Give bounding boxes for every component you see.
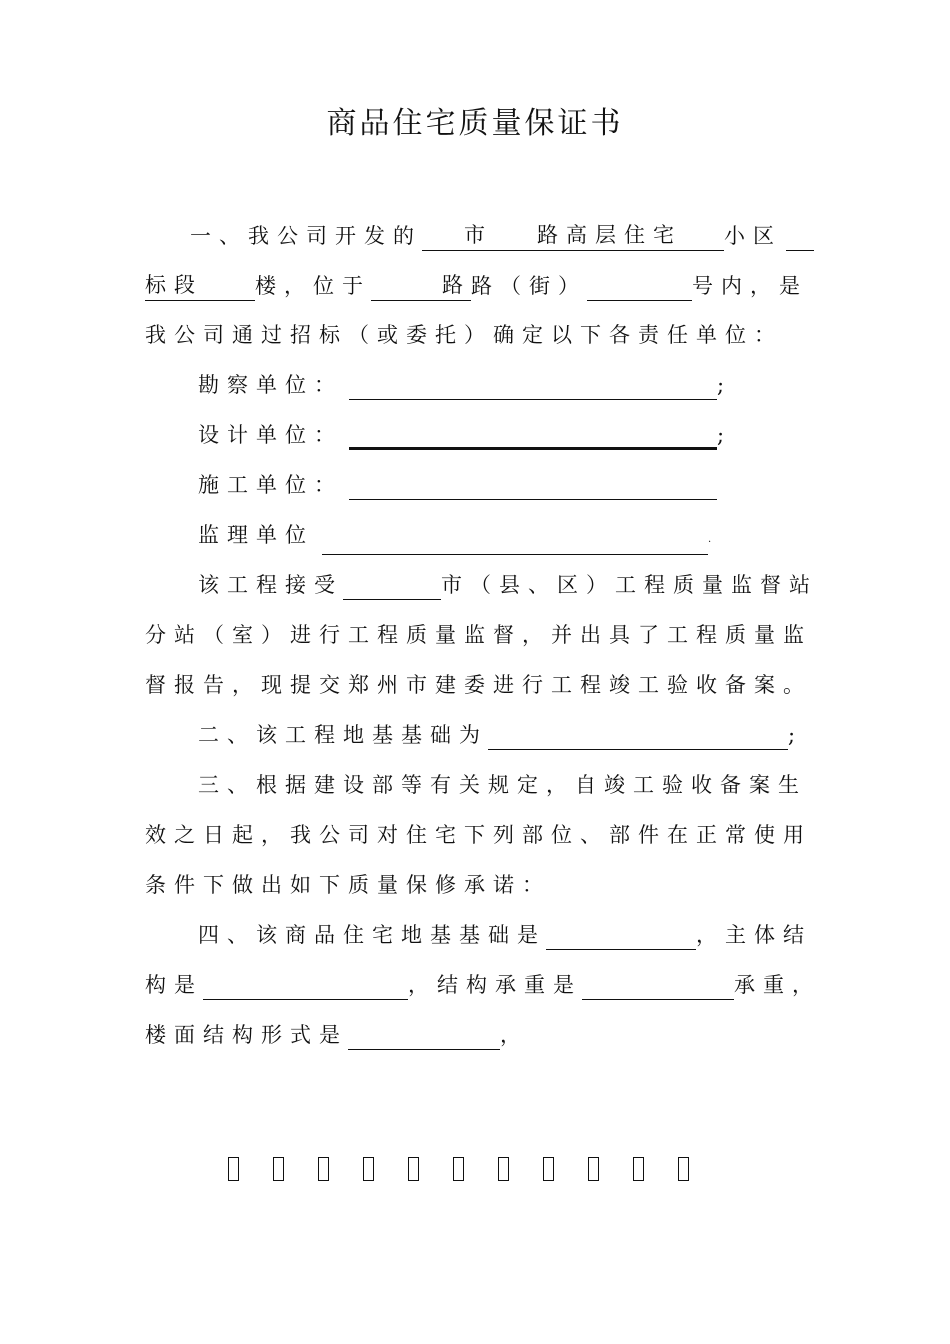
inspection-line1	[198, 570, 818, 600]
para1-line2-b: 楼，位于	[255, 274, 371, 298]
design-unit-label: 设计单位：	[198, 423, 343, 447]
survey-unit-row	[198, 370, 732, 400]
placeholder-box	[228, 1157, 239, 1181]
road-word: 路高层住宅	[537, 223, 682, 247]
inspection-line1-b: 市（县、区）工程质量监督站	[441, 573, 818, 597]
construction-unit-blank[interactable]	[349, 475, 717, 500]
para1-line2	[145, 270, 808, 300]
para1-line1	[190, 220, 814, 250]
section4-line2	[145, 970, 821, 1000]
section4-line1-a: 四、该商品住宅地基基础是	[198, 923, 546, 947]
design-unit-blank[interactable]	[349, 423, 717, 450]
section2-line	[198, 720, 803, 750]
placeholder-box	[678, 1157, 689, 1181]
main-structure-blank[interactable]	[203, 975, 408, 1000]
supervision-unit-row	[198, 520, 711, 550]
placeholder-box	[543, 1157, 554, 1181]
inspection-line2: 分站（室）进行工程质量监督，并出具了工程质量监	[145, 623, 812, 647]
section4-line2-a: 构是	[145, 973, 203, 997]
load-bearing-blank[interactable]	[582, 975, 734, 1000]
inspection-line1-a: 该工程接受	[198, 573, 343, 597]
supervision-unit-blank[interactable]	[322, 530, 708, 555]
inspection-line3: 督报告，现提交郑州市建委进行工程竣工验收备案。	[145, 673, 812, 697]
para1-line2-d: 路（街）	[471, 274, 587, 298]
placeholder-box	[318, 1157, 329, 1181]
section-word: 标段	[145, 273, 203, 297]
inspection-city-blank[interactable]	[343, 575, 441, 600]
placeholder-box	[633, 1157, 644, 1181]
foundation-type-blank[interactable]	[546, 925, 696, 950]
survey-unit-end: ;	[717, 373, 733, 397]
construction-unit-row	[198, 470, 717, 500]
section3-line3: 条件下做出如下质量保修承诺：	[145, 873, 551, 897]
placeholder-box	[498, 1157, 509, 1181]
para1-line1-prefix: 一、我公司开发的	[190, 224, 422, 248]
supervision-unit-end: .	[708, 534, 712, 545]
section3-line2: 效之日起，我公司对住宅下列部位、部件在正常使用	[145, 823, 812, 847]
survey-unit-blank[interactable]	[349, 375, 717, 400]
road-name-field[interactable]	[371, 270, 471, 301]
section4-line2-b: ，结构承重是	[408, 973, 582, 997]
city-word: 市	[464, 223, 493, 247]
placeholder-box	[588, 1157, 599, 1181]
house-number-blank[interactable]	[587, 276, 692, 301]
section2-text: 二、该工程地基基础为	[198, 723, 488, 747]
placeholder-box	[363, 1157, 374, 1181]
section-field[interactable]	[145, 270, 255, 301]
placeholder-box-row	[228, 1157, 723, 1187]
district-blank[interactable]	[786, 226, 814, 251]
placeholder-box	[453, 1157, 464, 1181]
section4-line2-c: 承重，	[734, 973, 821, 997]
design-unit-row	[198, 420, 732, 450]
section2-end: ;	[788, 723, 804, 747]
road-char: 路	[442, 273, 471, 297]
supervision-unit-label: 监理单位	[198, 523, 314, 547]
para1-line3: 我公司通过招标（或委托）确定以下各责任单位：	[145, 323, 783, 347]
project-location-field[interactable]	[422, 220, 724, 251]
para1-line2-e: 号内，是	[692, 274, 808, 298]
section4-line3-a: 楼面结构形式是	[145, 1023, 348, 1047]
section4-line3	[145, 1020, 529, 1050]
section4-line1	[198, 920, 812, 950]
section4-line1-b: ，主体结	[696, 923, 812, 947]
placeholder-box	[408, 1157, 419, 1181]
para1-line1-suffix: 小区	[724, 224, 782, 248]
survey-unit-label: 勘察单位：	[198, 373, 343, 397]
design-unit-end: ;	[717, 423, 733, 447]
placeholder-box	[273, 1157, 284, 1181]
section4-line3-b: ，	[500, 1023, 529, 1047]
page-title: 商品住宅质量保证书	[326, 106, 624, 141]
construction-unit-label: 施工单位：	[198, 473, 343, 497]
foundation-blank[interactable]	[488, 725, 788, 750]
floor-structure-blank[interactable]	[348, 1025, 500, 1050]
section3-line1: 三、根据建设部等有关规定，自竣工验收备案生	[198, 773, 807, 797]
